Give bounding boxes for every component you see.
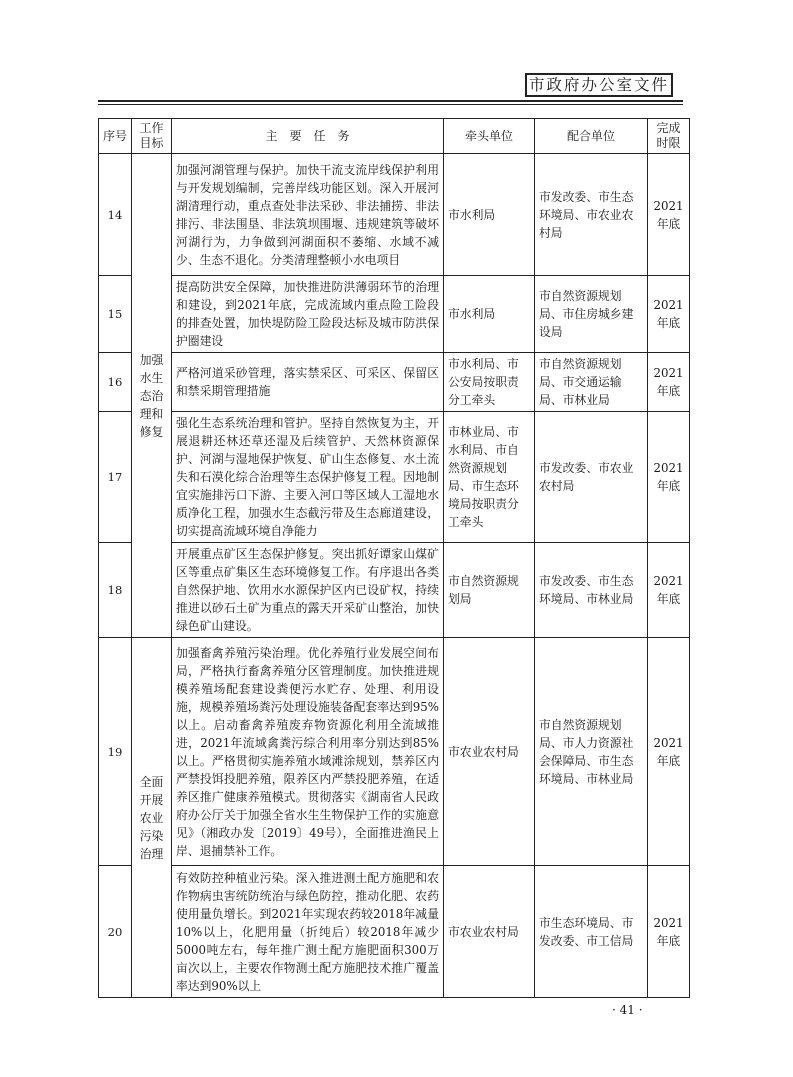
table-row: [99, 154, 690, 276]
row-seq: 20: [99, 866, 132, 998]
table-row: [99, 353, 690, 412]
row-lead: 市水利局: [444, 154, 535, 276]
header-coop: 配合单位: [535, 119, 648, 154]
row-seq: 16: [99, 353, 132, 412]
row-lead: 市农业农村局: [444, 866, 535, 998]
row-lead: 市自然资源规划局: [444, 543, 535, 638]
row-task: 严格河道采砂管理，落实禁采区、可采区、保留区和禁采期管理措施: [172, 353, 444, 412]
row-seq: 14: [99, 154, 132, 276]
task-table: [98, 118, 690, 998]
row-lead: 市水利局: [444, 276, 535, 353]
header-lead: 牵头单位: [444, 119, 535, 154]
row-coop: 市生态环境局、市发改委、市工信局: [535, 866, 648, 998]
row-deadline: 2021年底: [648, 638, 690, 866]
row-task: 加强河湖管理与保护。加快干流支流岸线保护利用与开发规划编制，完善岸线功能区划。深入开展河湖清理行动，重点查处非法采砂、非法捕捞、非法排污、非法围垦、非法筑坝围堰、违规建筑等破坏河湖行为，力争做到河湖面积不萎缩、水域不减少、生态不退化。分类清理整顿小水电项目: [172, 154, 444, 276]
row-deadline: 2021年底: [648, 154, 690, 276]
table-row: [99, 276, 690, 353]
header-rule: [98, 100, 683, 102]
goal-cell: 全面开展农业污染治理: [132, 638, 172, 998]
table-row: [99, 543, 690, 638]
table-row: [99, 638, 690, 866]
row-coop: 市自然资源规划局、市住房城乡建设局: [535, 276, 648, 353]
row-task: 强化生态系统治理和管护。坚持自然恢复为主，开展退耕还林还草还湿及后续管护、天然林资源保护、河湖与湿地保护恢复、矿山生态修复、水土流失和石漠化综合治理等生态保护修复工程。因地制宜实施排污口下游、主要入河口等区域人工湿地水质净化工程，加强水生态截污带及生态廊道建设，切实提高流域环境自净能力: [172, 412, 444, 543]
row-deadline: 2021年底: [648, 412, 690, 543]
row-deadline: 2021年底: [648, 353, 690, 412]
header-task: 主 要 任 务: [172, 119, 444, 154]
header-seq: 序号: [99, 119, 132, 154]
row-deadline: 2021年底: [648, 543, 690, 638]
table-row: [99, 866, 690, 998]
row-task: 有效防控种植业污染。深入推进测土配方施肥和农作物病虫害统防统治与绿色防控，推动化肥、农药使用量负增长。到2021年实现农药较2018年减量10%以上，化肥用量（折纯后）较2018年减少5000吨左右，每年推广测土配方施肥面积300万亩次以上，主要农作物测土配方施肥技术推广覆盖率达到90%以上: [172, 866, 444, 998]
row-lead: 市农业农村局: [444, 638, 535, 866]
row-task: 提高防洪安全保障，加快推进防洪薄弱环节的治理和建设，到2021年底，完成流域内重点险工险段的排查处置，加快堤防险工险段达标及城市防洪保护圈建设: [172, 276, 444, 353]
header-goal: 工作目标: [132, 119, 172, 154]
row-seq: 17: [99, 412, 132, 543]
row-coop: 市发改委、市生态环境局、市农业农村局: [535, 154, 648, 276]
header-deadline: 完成时限: [648, 119, 690, 154]
row-seq: 19: [99, 638, 132, 866]
row-lead: 市林业局、市水利局、市自然资源规划局、市生态环境局按职责分工牵头: [444, 412, 535, 543]
header-rule-thin: [98, 104, 683, 105]
row-deadline: 2021年底: [648, 276, 690, 353]
goal-cell: 加强水生态治理和修复: [132, 154, 172, 638]
row-seq: 18: [99, 543, 132, 638]
row-deadline: 2021年底: [648, 866, 690, 998]
table-row: [99, 412, 690, 543]
page-number: · 41 ·: [612, 1003, 643, 1017]
row-seq: 15: [99, 276, 132, 353]
row-coop: 市自然资源规划局、市交通运输局、市林业局: [535, 353, 648, 412]
row-coop: 市发改委、市农业农村局: [535, 412, 648, 543]
row-coop: 市发改委、市生态环境局、市林业局: [535, 543, 648, 638]
document-category-label: 市政府办公室文件: [525, 73, 673, 97]
row-coop: 市自然资源规划局、市人力资源社会保障局、市生态环境局、市林业局: [535, 638, 648, 866]
row-task: 加强畜禽养殖污染治理。优化养殖行业发展空间布局，严格执行畜禽养殖分区管理制度。加快推进规模养殖场配套建设粪便污水贮存、处理、利用设施，规模养殖场粪污处理设施装备配套率达到95%以上。启动畜禽养殖废弃物资源化利用全流域推进，2021年流域禽粪污综合利用率分别达到85%以上。严格贯彻实施养殖水域滩涂规划，禁养区内严禁投饵投肥养殖，限养区内严禁投肥养殖，在适养区推广健康养殖模式。贯彻落实《湖南省人民政府办公厅关于加强全省水生生物保护工作的实施意见》（湘政办发〔2019〕49号），全面推进渔民上岸、退捕禁补工作。: [172, 638, 444, 866]
row-lead: 市水利局、市公安局按职责分工牵头: [444, 353, 535, 412]
row-task: 开展重点矿区生态保护修复。突出抓好谭家山煤矿区等重点矿集区生态环境修复工作。有序退出各类自然保护地、饮用水水源保护区内已设矿权，持续推进以砂石土矿为重点的露天开采矿山整治，加快绿色矿山建设。: [172, 543, 444, 638]
